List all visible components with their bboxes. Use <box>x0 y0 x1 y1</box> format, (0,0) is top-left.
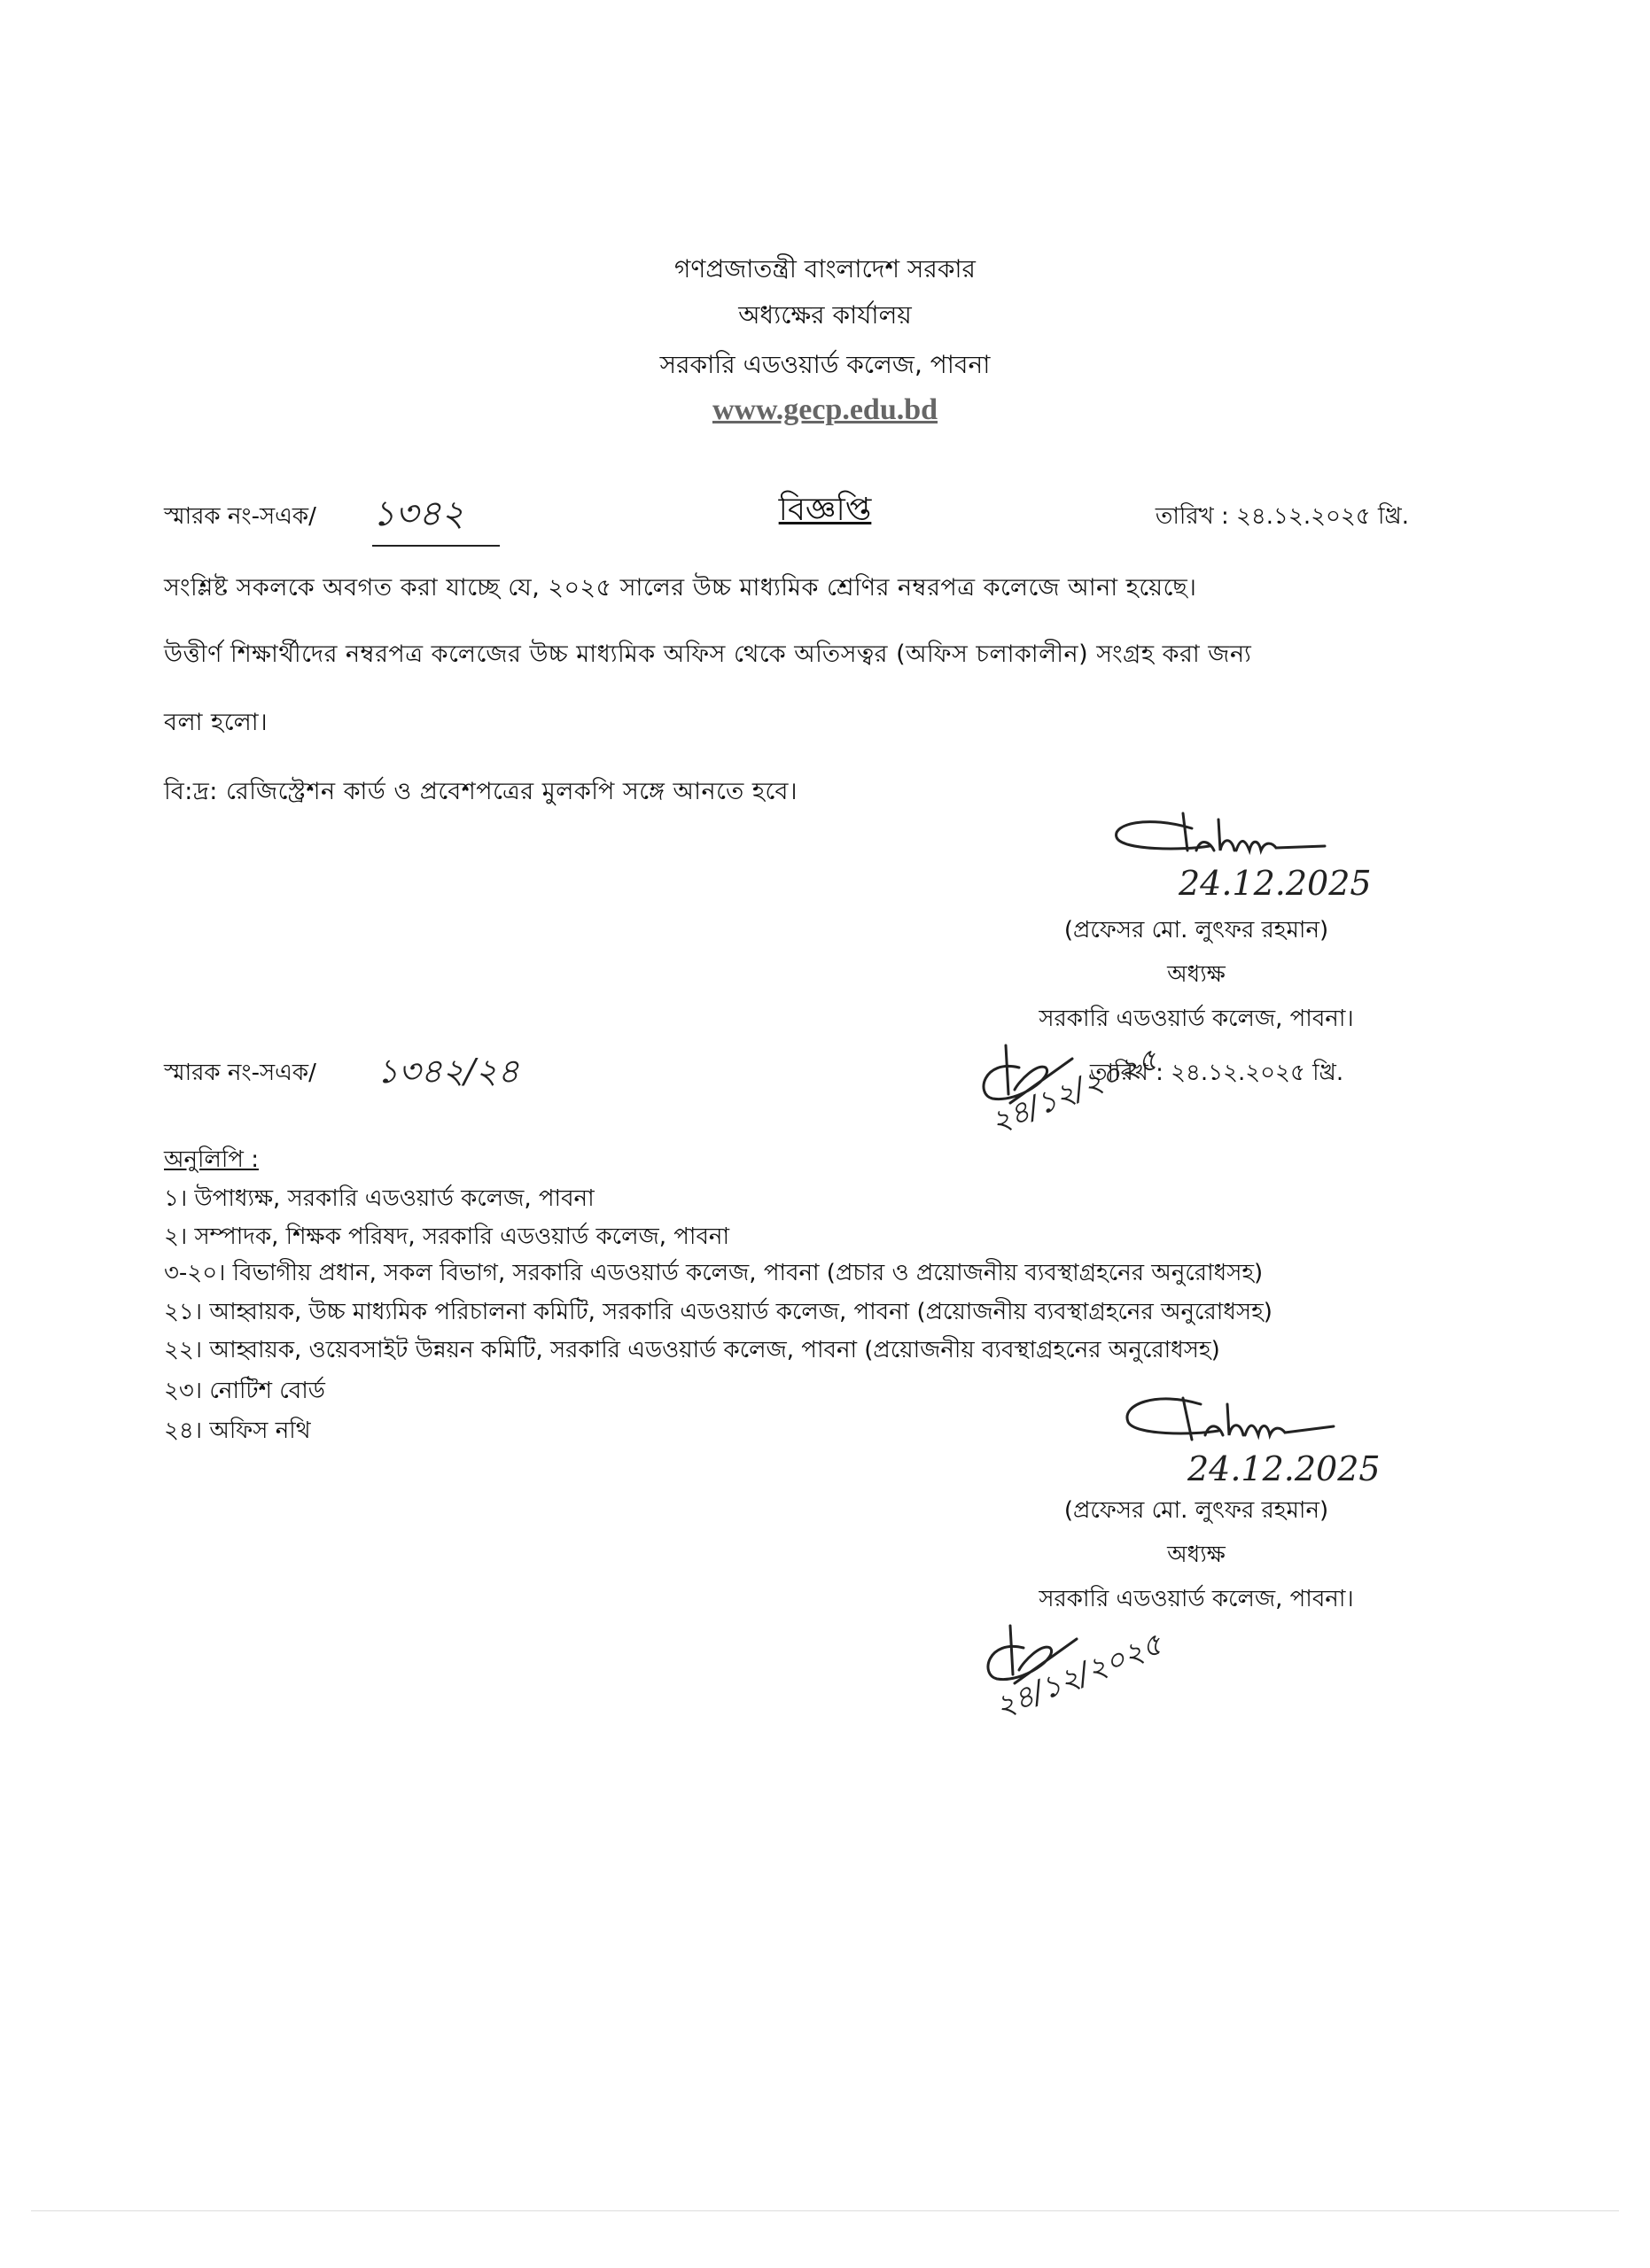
note-text: বি:দ্র: রেজিস্ট্রেশন কার্ড ও প্রবেশপত্রের মুলকপি সঙ্গে আনতে হবে। <box>164 778 798 805</box>
paragraph-line-2: উত্তীর্ণ শিক্ষার্থীদের নম্বরপত্র কলেজের উচ্চ মাধ্যমিক অফিস থেকে অতিসত্বর (অফিস চলাকালীন) সংগ্রহ করা জন্য <box>164 641 1252 668</box>
signature-block-2 <box>966 1488 1427 1621</box>
signatory-name: (প্রফেসর মো. লুৎফর রহমান) <box>1063 1497 1329 1524</box>
memo-label: স্মারক নং-সএক/ <box>164 503 316 530</box>
scan-edge-divider <box>31 2210 1619 2211</box>
initial-date-handwritten-2: ২৪/১২/২০২৫ <box>990 1626 1168 1726</box>
paragraph-line-3: বলা হলো। <box>164 709 269 736</box>
copy-item: ২১। আহ্বায়ক, উচ্চ মাধ্যমিক পরিচালনা কমিটি, সরকারি এডওয়ার্ড কলেজ, পাবনা (প্রয়োজনীয় ব্যবস্থাগ্রহনের অনুরোধসহ) <box>164 1299 1273 1325</box>
copy-item: ২২। আহ্বায়ক, ওয়েবসাইট উন্নয়ন কমিটি, সরকারি এডওয়ার্ড কলেজ, পাবনা (প্রয়োজনীয় ব্যবস্থাগ্রহনের অনুরোধসহ) <box>164 1337 1220 1363</box>
signatory-institution: সরকারি এডওয়ার্ড কলেজ, পাবনা। <box>1039 1006 1354 1032</box>
notice-date: তারিখ : ২৪.১২.২০২৫ খ্রি. <box>1155 503 1409 530</box>
signature-date-1: 24.12.2025 <box>1179 864 1372 903</box>
copy-item: ২৪। অফিস নথি <box>164 1418 311 1444</box>
signature-date-2: 24.12.2025 <box>1187 1449 1381 1488</box>
copy-date: তারিখ : ২৪.১২.২০২৫ খ্রি. <box>1090 1060 1344 1086</box>
copy-item: ১। উপাধ্যক্ষ, সরকারি এডওয়ার্ড কলেজ, পাবনা <box>164 1185 595 1212</box>
copy-item: ৩-২০। বিভাগীয় প্রধান, সকল বিভাগ, সরকারি এডওয়ার্ড কলেজ, পাবনা (প্রচার ও প্রয়োজনীয় ব্যবস্থাগ্রহনের অনুরোধসহ) <box>164 1260 1264 1286</box>
copy-memo-label: স্মারক নং-সএক/ <box>164 1060 316 1086</box>
government-name: গণপ্রজাতন্ত্রী বাংলাদেশ সরকার <box>674 254 976 284</box>
website-link[interactable]: www.gecp.edu.bd <box>712 393 938 426</box>
signatory-designation: অধ্যক্ষ <box>1167 961 1226 988</box>
signature-block-1 <box>966 908 1427 1041</box>
paragraph-line-1: সংশ্লিষ্ট সকলকে অবগত করা যাচ্ছে যে, ২০২৫ সালের উচ্চ মাধ্যমিক শ্রেণির নম্বরপত্র কলেজে আনা হয়েছে। <box>164 574 1197 602</box>
signatory-name: (প্রফেসর মো. লুৎফর রহমান) <box>1063 917 1329 944</box>
initial-date-handwritten-1: ২৪/১২/২০২৫ <box>985 1041 1164 1141</box>
copy-heading: অনুলিপি : <box>164 1146 259 1173</box>
signatory-institution: সরকারি এডওয়ার্ড কলেজ, পাবনা। <box>1039 1586 1354 1612</box>
college-name: সরকারি এডওয়ার্ড কলেজ, পাবনা <box>659 350 991 379</box>
signatory-designation: অধ্যক্ষ <box>1167 1542 1226 1568</box>
signature-rahman-2 <box>1121 1391 1387 1453</box>
copy-item: ২। সম্পাদক, শিক্ষক পরিষদ, সরকারি এডওয়ার্ড কলেজ, পাবনা <box>164 1223 729 1250</box>
copy-memo-number-handwritten: ১৩৪২/২৪ <box>377 1052 519 1091</box>
memo-number-handwritten: ১৩৪২ <box>372 485 500 547</box>
notice-title: বিজ্ঞপ্তি <box>778 492 872 528</box>
copy-item: ২৩। নোটিশ বোর্ড <box>164 1378 325 1404</box>
office-name: অধ্যক্ষের কার্যালয় <box>738 300 912 330</box>
